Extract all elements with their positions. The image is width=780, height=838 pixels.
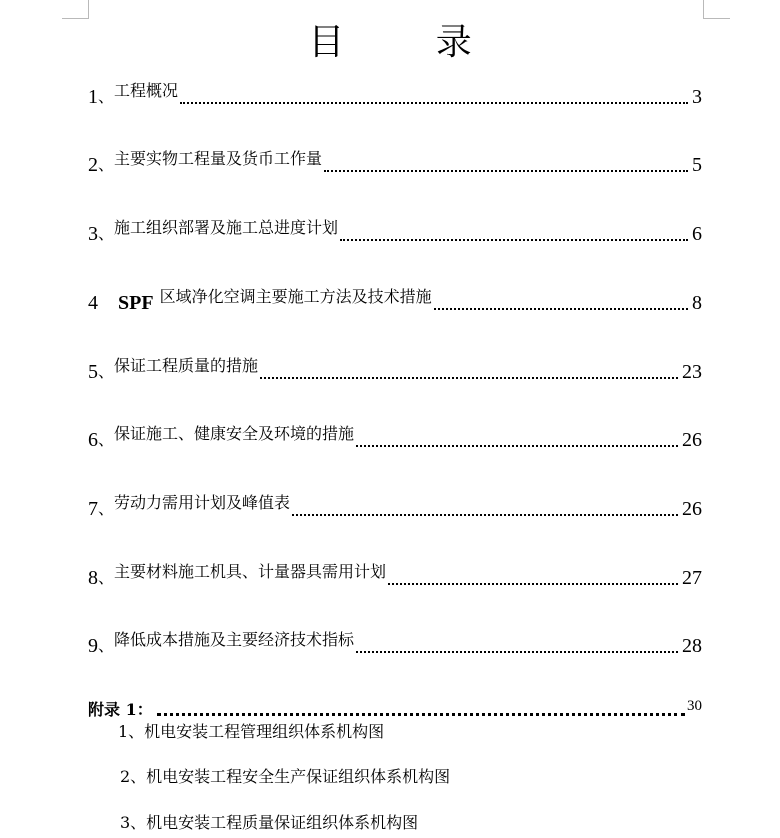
- toc-page-number: 3: [692, 86, 702, 108]
- toc-dot-leader: [388, 583, 678, 585]
- toc-heading: 劳动力需用计划及峰值表: [114, 493, 291, 512]
- toc-number: 3: [88, 223, 98, 245]
- page-title: 目 录: [308, 22, 512, 63]
- toc-heading-prefix: SPF: [118, 292, 154, 314]
- toc-separator: 、: [98, 499, 115, 518]
- toc-number: 1: [88, 86, 98, 108]
- toc-number: 8: [88, 567, 98, 589]
- toc-dot-leader: [260, 377, 678, 379]
- toc-dot-leader: [180, 102, 688, 104]
- toc-dot-leader: [356, 445, 678, 447]
- appendix-item-1[interactable]: 1、机电安装工程管理组织体系机构图: [118, 722, 385, 741]
- toc-heading: 主要材料施工机具、计量器具需用计划: [114, 562, 387, 581]
- toc-entry-appendix[interactable]: [88, 696, 702, 720]
- appendix-item-2[interactable]: 2、机电安装工程安全生产保证组织体系机构图: [120, 767, 451, 786]
- toc-entry-2[interactable]: [88, 148, 702, 176]
- toc-heading: 降低成本措施及主要经济技术指标: [114, 630, 355, 649]
- appendix-item-3[interactable]: 3、机电安装工程质量保证组织体系机构图: [120, 813, 419, 832]
- toc-page-number: 28: [682, 635, 702, 657]
- toc-dot-leader: [324, 170, 688, 172]
- toc-separator: 、: [98, 636, 115, 655]
- page-corner-mark-left: [62, 0, 89, 19]
- toc-dot-leader: [356, 651, 678, 653]
- toc-number: 7: [88, 498, 98, 520]
- toc-entry-3[interactable]: [88, 217, 702, 245]
- toc-heading: 工程概况: [114, 81, 179, 100]
- toc-separator: 、: [98, 430, 115, 449]
- toc-number: 2: [88, 154, 98, 176]
- toc-separator: 、: [98, 155, 115, 174]
- toc-entry-5[interactable]: [88, 355, 702, 383]
- toc-separator: 、: [98, 362, 115, 381]
- appendix-label: 附录 1：: [88, 700, 153, 719]
- toc-dot-leader: [292, 514, 678, 516]
- toc-entry-1[interactable]: [88, 80, 702, 108]
- toc-dot-leader: [157, 713, 685, 716]
- toc-number: 9: [88, 635, 98, 657]
- toc-page-number: 5: [692, 154, 702, 176]
- toc-heading: 保证工程质量的措施: [114, 356, 259, 375]
- toc-entry-8[interactable]: [88, 561, 702, 589]
- toc-page-number: 26: [682, 429, 702, 451]
- toc-page-number: 8: [692, 292, 702, 314]
- toc-separator: 、: [98, 224, 115, 243]
- toc-page-number: 27: [682, 567, 702, 589]
- toc-page-number: 23: [682, 361, 702, 383]
- toc-page-number: 30: [687, 698, 702, 714]
- toc-dot-leader: [434, 308, 688, 310]
- toc-entry-7[interactable]: [88, 492, 702, 520]
- toc-number: 6: [88, 429, 98, 451]
- toc-heading: 保证施工、健康安全及环境的措施: [114, 424, 355, 443]
- toc-heading: 主要实物工程量及货币工作量: [114, 149, 323, 168]
- toc-dot-leader: [340, 239, 688, 241]
- page-corner-mark-right: [703, 0, 730, 19]
- toc-page-number: 26: [682, 498, 702, 520]
- toc-page-number: 6: [692, 223, 702, 245]
- toc-number: 5: [88, 361, 98, 383]
- toc-heading: 施工组织部署及施工总进度计划: [114, 218, 339, 237]
- toc-heading: 区域净化空调主要施工方法及技术措施: [159, 287, 432, 306]
- toc-entry-9[interactable]: [88, 629, 702, 657]
- toc-entry-4[interactable]: [88, 286, 702, 314]
- toc-entry-6[interactable]: [88, 423, 702, 451]
- toc-separator: 、: [98, 87, 115, 106]
- toc-separator: 、: [98, 568, 115, 587]
- toc-number: 4: [88, 292, 98, 314]
